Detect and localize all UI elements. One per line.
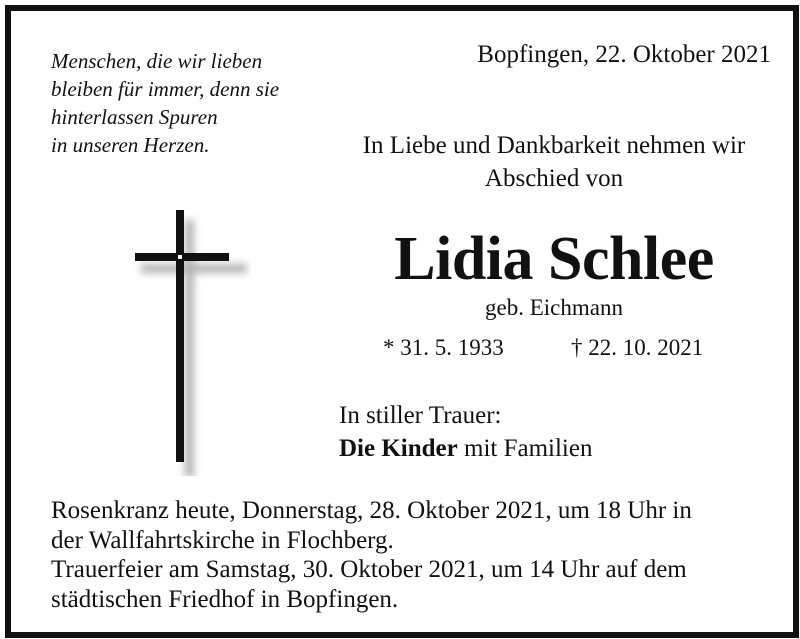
mourners-rest: mit Familien	[457, 435, 593, 462]
poem-quote	[51, 47, 351, 159]
deceased-name: Lidia Schlee	[394, 225, 714, 293]
obituary-frame	[5, 5, 799, 638]
maiden-name: geb. Eichmann	[485, 295, 623, 320]
notice-line: städtischen Friedhof in Bopfingen.	[51, 585, 399, 613]
mourners-block	[339, 399, 592, 465]
intro-text	[329, 129, 779, 195]
notice-line: Trauerfeier am Samstag, 30. Oktober 2021, um 14 Uhr auf dem	[51, 556, 687, 583]
mourners-bold: Die Kinder	[339, 435, 458, 462]
mourners-line	[339, 432, 592, 465]
place-date: Bopfingen, 22. Oktober 2021	[477, 41, 771, 68]
poem-line: hinterlassen Spuren	[51, 105, 218, 129]
poem-line: bleiben für immer, denn sie	[51, 77, 280, 101]
intro-line: Abschied von	[484, 165, 624, 192]
poem-line: Menschen, die wir lieben	[51, 49, 263, 73]
death-date: † 22. 10. 2021	[571, 335, 704, 360]
service-notice	[51, 496, 781, 614]
birth-date: * 31. 5. 1933	[383, 335, 504, 360]
intro-line: In Liebe und Dankbarkeit nehmen wir	[362, 132, 746, 159]
notice-line: Rosenkranz heute, Donnerstag, 28. Oktober 2021, um 18 Uhr in	[51, 497, 692, 524]
notice-line: der Wallfahrtskirche in Flochberg.	[51, 526, 394, 554]
cross-icon	[131, 206, 251, 476]
poem-line: in unseren Herzen.	[51, 133, 210, 157]
mourning-line: In stiller Trauer:	[339, 402, 502, 429]
